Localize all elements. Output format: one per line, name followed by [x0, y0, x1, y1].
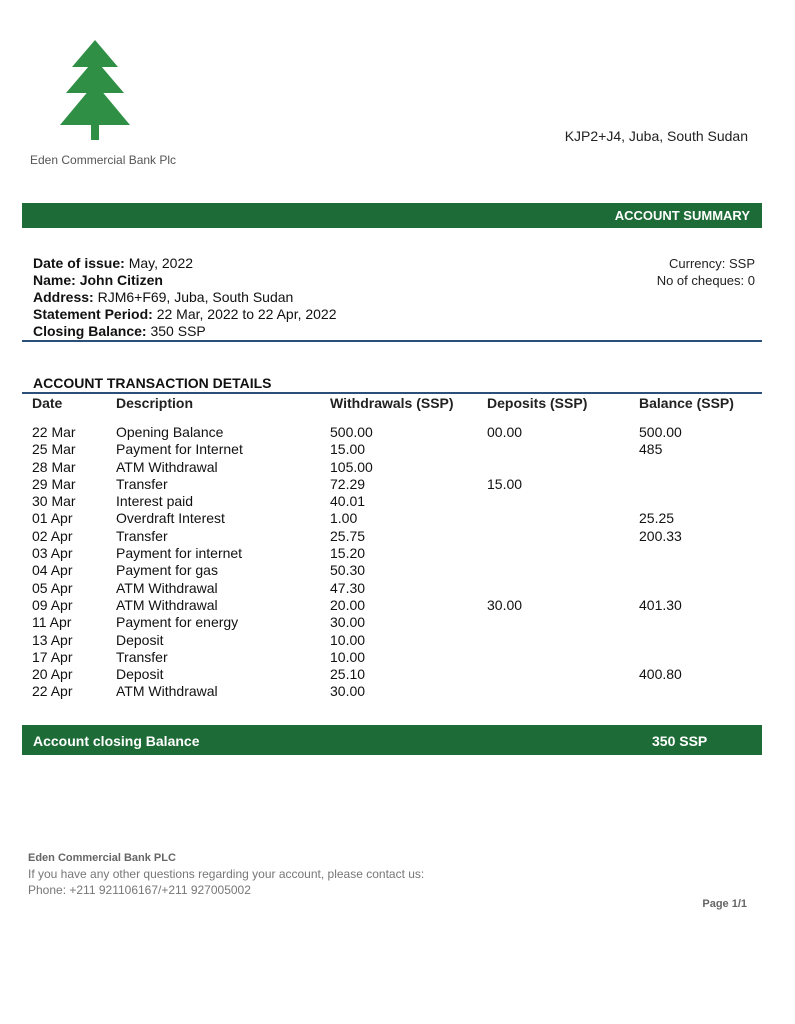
footer-contact-text: If you have any other questions regarding your account, please contact us: — [28, 867, 425, 881]
statement-period: Statement Period: 22 Mar, 2022 to 22 Apr, 2022 — [33, 306, 337, 322]
footer — [28, 850, 424, 898]
col-balance: Balance (SSP) — [639, 395, 734, 411]
table-row: 01 Apr Overdraft Interest 1.00 25.25 — [32, 510, 675, 527]
table-row: 05 Apr ATM Withdrawal 47.30 — [32, 579, 366, 596]
col-withdrawals: Withdrawals (SSP) — [330, 395, 454, 411]
table-row: 30 Mar Interest paid 40.01 — [32, 493, 366, 510]
customer-name: Name: John Citizen — [33, 272, 163, 288]
tree-icon — [30, 35, 180, 155]
banner-title: ACCOUNT SUMMARY — [614, 208, 750, 223]
table-row: 22 Apr ATM Withdrawal 30.00 — [32, 683, 366, 700]
col-date: Date — [32, 395, 63, 411]
closing-balance-bar — [22, 725, 762, 755]
date-of-issue: Date of issue: May, 2022 — [33, 255, 194, 271]
summary-banner — [22, 203, 762, 228]
page-number: Page 1/1 — [702, 898, 747, 910]
table-row: 02 Apr Transfer 25.75 200.33 — [32, 527, 682, 544]
col-deposits: Deposits (SSP) — [487, 395, 588, 411]
closing-amount: 350 SSP — [652, 733, 708, 749]
bank-address: KJP2+J4, Juba, South Sudan — [564, 128, 748, 144]
table-top-rule — [22, 392, 762, 394]
table-row: 03 Apr Payment for internet 15.20 — [32, 545, 366, 562]
cheque-count: No of cheques: 0 — [656, 273, 755, 288]
currency-info — [505, 255, 755, 289]
table-row: 17 Apr Transfer 10.00 — [32, 648, 366, 665]
table-row: 25 Mar Payment for Internet 15.00 485 — [32, 441, 663, 458]
transactions-title: ACCOUNT TRANSACTION DETAILS — [33, 375, 272, 391]
closing-label: Account closing Balance — [33, 733, 200, 749]
footer-phone: Phone: +211 921106167/+211 927005002 — [28, 883, 251, 897]
col-description: Description — [116, 395, 194, 411]
currency-label: Currency: SSP — [669, 256, 755, 271]
closing-balance: Closing Balance: 350 SSP — [33, 323, 206, 339]
table-row: 13 Apr Deposit 10.00 — [32, 631, 366, 648]
transaction-list — [32, 424, 752, 701]
account-summary — [33, 255, 363, 340]
table-header — [32, 395, 752, 415]
table-row: 20 Apr Deposit 25.10 400.80 — [32, 666, 682, 683]
table-row: 22 Mar Opening Balance 500.00 00.00 500.00 — [32, 424, 682, 440]
logo-bank-name: Eden Commercial Bank Plc — [30, 153, 177, 167]
table-row: 04 Apr Payment for gas 50.30 — [32, 562, 366, 579]
table-row: 28 Mar ATM Withdrawal 105.00 — [32, 458, 373, 475]
table-row: 11 Apr Payment for energy 30.00 — [32, 614, 366, 631]
footer-bank-name: Eden Commercial Bank PLC — [28, 852, 176, 864]
customer-address: Address: RJM6+F69, Juba, South Sudan — [33, 289, 294, 305]
summary-divider — [22, 340, 762, 342]
table-row: 29 Mar Transfer 72.29 15.00 — [32, 475, 523, 492]
table-row: 09 Apr ATM Withdrawal 20.00 30.00 401.30 — [32, 596, 682, 613]
